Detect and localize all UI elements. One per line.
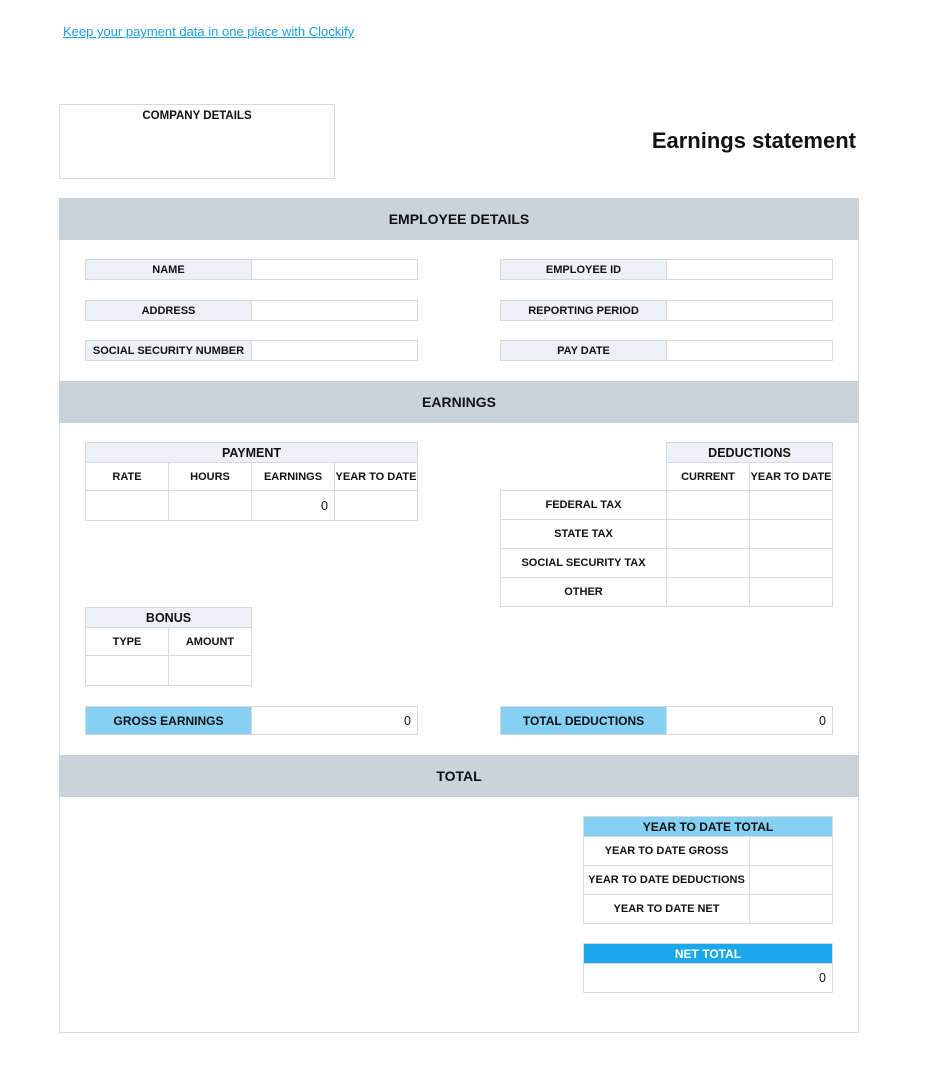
bonus-amount-field[interactable]	[168, 655, 252, 686]
earnings-value[interactable]: 0	[251, 490, 335, 521]
earnings-header-col: EARNINGS	[251, 462, 335, 491]
pay-date-label: PAY DATE	[500, 340, 667, 361]
social-security-tax-ytd[interactable]	[749, 548, 833, 578]
rate-header: RATE	[85, 462, 169, 491]
employee-id-field[interactable]	[666, 259, 833, 280]
total-deductions-value[interactable]: 0	[666, 706, 833, 735]
name-label: NAME	[85, 259, 252, 280]
pay-date-field[interactable]	[666, 340, 833, 361]
ytd-total-title: YEAR TO DATE TOTAL	[583, 816, 833, 837]
state-tax-ytd[interactable]	[749, 519, 833, 549]
reporting-period-field[interactable]	[666, 300, 833, 321]
bonus-title: BONUS	[85, 607, 252, 628]
deductions-ytd-header: YEAR TO DATE	[749, 462, 833, 491]
address-field[interactable]	[251, 300, 418, 321]
social-security-tax-current[interactable]	[666, 548, 750, 578]
employee-details-header: EMPLOYEE DETAILS	[59, 198, 859, 240]
ytd-deductions-field[interactable]	[749, 865, 833, 895]
federal-tax-label: FEDERAL TAX	[500, 490, 667, 520]
address-label: ADDRESS	[85, 300, 252, 321]
company-details-box[interactable]	[59, 104, 335, 179]
net-total-label: NET TOTAL	[583, 943, 833, 964]
other-label: OTHER	[500, 577, 667, 607]
type-header: TYPE	[85, 627, 169, 656]
amount-header: AMOUNT	[168, 627, 252, 656]
ssn-label: SOCIAL SECURITY NUMBER	[85, 340, 252, 361]
ytd-deductions-label: YEAR TO DATE DEDUCTIONS	[583, 865, 750, 895]
ytd-gross-field[interactable]	[749, 836, 833, 866]
earnings-header: EARNINGS	[59, 381, 859, 423]
net-total-value[interactable]: 0	[583, 963, 833, 993]
hours-field[interactable]	[168, 490, 252, 521]
other-current[interactable]	[666, 577, 750, 607]
state-tax-label: STATE TAX	[500, 519, 667, 549]
other-ytd[interactable]	[749, 577, 833, 607]
employee-id-label: EMPLOYEE ID	[500, 259, 667, 280]
clockify-link[interactable]: Keep your payment data in one place with Clockify	[63, 24, 355, 39]
deductions-title: DEDUCTIONS	[666, 442, 833, 463]
page-title: Earnings statement	[651, 128, 856, 153]
state-tax-current[interactable]	[666, 519, 750, 549]
name-field[interactable]	[251, 259, 418, 280]
gross-earnings-value[interactable]: 0	[251, 706, 418, 735]
bonus-type-field[interactable]	[85, 655, 169, 686]
federal-tax-current[interactable]	[666, 490, 750, 520]
reporting-period-label: REPORTING PERIOD	[500, 300, 667, 321]
payment-ytd-field[interactable]	[334, 490, 418, 521]
company-details-label: COMPANY DETAILS	[142, 110, 252, 122]
total-header: TOTAL	[59, 755, 859, 797]
gross-earnings-label: GROSS EARNINGS	[85, 706, 252, 735]
current-header: CURRENT	[666, 462, 750, 491]
ytd-net-label: YEAR TO DATE NET	[583, 894, 750, 924]
total-deductions-label: TOTAL DEDUCTIONS	[500, 706, 667, 735]
payment-title: PAYMENT	[85, 442, 418, 463]
hours-header: HOURS	[168, 462, 252, 491]
ytd-net-field[interactable]	[749, 894, 833, 924]
ytd-gross-label: YEAR TO DATE GROSS	[583, 836, 750, 866]
rate-field[interactable]	[85, 490, 169, 521]
federal-tax-ytd[interactable]	[749, 490, 833, 520]
social-security-tax-label: SOCIAL SECURITY TAX	[500, 548, 667, 578]
ssn-field[interactable]	[251, 340, 418, 361]
payment-ytd-header: YEAR TO DATE	[334, 462, 418, 491]
